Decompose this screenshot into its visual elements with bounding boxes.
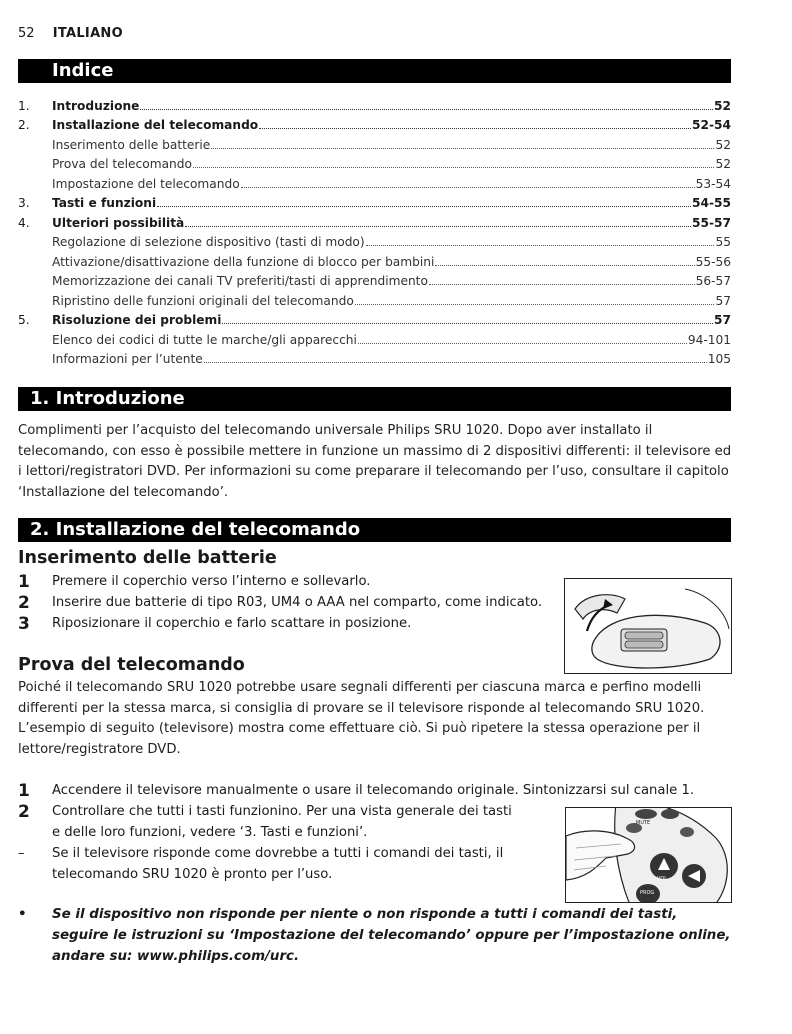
toc-leader-dots <box>193 166 715 168</box>
toc-entry <box>18 132 731 152</box>
battery-step <box>18 614 558 635</box>
toc-entry-title: Installazione del telecomando <box>52 118 259 132</box>
toc-entry-pages: 55-56 <box>695 254 731 269</box>
toc-entry-title: Memorizzazione dei canali TV preferiti/tasti di apprendimento <box>52 274 428 288</box>
step-text: Accendere il televisore manualmente o usare il telecomando originale. Sintonizzarsi sul canale 1. <box>52 783 695 798</box>
introduction-paragraph: Complimenti per l’acquisto del telecomando universale Philips SRU 1020. Dopo aver installato il telecomando, con esso è possibile mettere in funzione un massimo di 2 dispositivi differenti: il televisore ed i lettori/registratori DVD. Per informazioni su come preparare il telecomando per l’uso, consultare il capitolo ‘Installazione del telecomando’. <box>18 423 732 500</box>
test-step <box>18 802 518 843</box>
toc-entry-title: Regolazione di selezione dispositivo (tasti di modo) <box>52 235 365 249</box>
toc-entry-number: 4. <box>18 215 30 230</box>
section1-heading-bar <box>18 387 731 411</box>
index-heading-bar <box>18 59 731 83</box>
toc-entry <box>18 230 731 250</box>
toc-entry-title: Informazioni per l’utente <box>52 352 203 366</box>
toc-entry-title: Elenco dei codici di tutte le marche/gli apparecchi <box>52 332 357 347</box>
toc-entry-pages: 55 <box>715 235 731 249</box>
toc-entry <box>18 308 731 328</box>
index-heading: Indice <box>52 60 114 81</box>
step-number: 1 <box>18 572 30 592</box>
toc-entry <box>18 191 731 211</box>
toc-entry-pages: 52 <box>714 98 731 113</box>
remote-test-illustration <box>565 807 732 903</box>
page-header <box>18 26 123 41</box>
toc-entry-pages: 52 <box>715 137 731 152</box>
toc-entry-title: Inserimento delle batterie <box>52 137 211 152</box>
battery-illustration <box>564 578 732 674</box>
remote-back-drawing <box>565 579 731 673</box>
test-heading: Prova del telecomando <box>18 655 245 675</box>
toc-leader-dots <box>435 264 694 266</box>
toc-entry-number: 3. <box>18 196 30 210</box>
toc-entry-title: Impostazione del telecomando <box>52 176 240 191</box>
step-number: 2 <box>18 802 30 822</box>
toc-leader-dots <box>204 361 707 363</box>
test-paragraph: Poiché il telecomando SRU 1020 potrebbe usare segnali differenti per ciascuna marca e perfino modelli differenti per la stessa marca, si consiglia di provare se il televisore risponde al telecomando SRU 1020. L’esempio di seguito (televisore) mostra come effettuare ciò. Si può ripetere la stessa operazione per il lettore/registratore DVD. <box>18 680 705 757</box>
toc-entry-number: 5. <box>18 313 30 327</box>
toc-entry-pages: 52-54 <box>692 118 731 132</box>
toc-leader-dots <box>185 225 691 227</box>
section2-heading-bar <box>18 518 731 542</box>
toc-entry <box>18 113 731 133</box>
toc-leader-dots <box>157 205 691 207</box>
toc-leader-dots <box>259 127 691 129</box>
toc-entry-pages: 57 <box>715 293 731 308</box>
page-number: 52 <box>18 26 35 41</box>
toc-entry-pages: 53-54 <box>695 176 731 191</box>
toc-entry-pages: 105 <box>707 352 731 366</box>
toc-entry <box>18 152 731 172</box>
test-step <box>18 844 518 885</box>
table-of-contents <box>18 93 731 366</box>
section1-heading: 1. Introduzione <box>30 388 185 409</box>
toc-entry-pages: 94-101 <box>687 332 731 347</box>
language-label: ITALIANO <box>52 26 123 41</box>
step-text: Riposizionare il coperchio e farlo scattare in posizione. <box>52 616 412 631</box>
toc-entry-pages: 54-55 <box>692 196 731 210</box>
toc-entry-title: Prova del telecomando <box>52 157 192 171</box>
toc-entry-title: Introduzione <box>52 98 140 113</box>
step-number: 3 <box>18 614 30 634</box>
vol-label: VOL <box>657 876 668 882</box>
toc-entry-title: Risoluzione dei problemi <box>52 313 222 327</box>
step-text: Se il televisore risponde come dovrebbe a tutti i comandi dei tasti, il telecomando SRU 1020 è pronto per l’uso. <box>52 846 504 882</box>
toc-leader-dots <box>211 147 714 149</box>
toc-entry-pages: 57 <box>714 313 731 327</box>
toc-entry <box>18 171 731 191</box>
toc-entry-pages: 52 <box>715 157 731 171</box>
toc-entry-number: 1. <box>18 98 30 113</box>
toc-entry <box>18 347 731 367</box>
step-dash: – <box>18 846 25 861</box>
step-text: Controllare che tutti i tasti funzionino. Per una vista generale dei tasti e delle loro funzioni, vedere ‘3. Tasti e funzioni’. <box>52 804 512 840</box>
toc-entry-pages: 56-57 <box>695 274 731 288</box>
toc-entry <box>18 327 731 347</box>
note-bullet: • <box>18 907 27 922</box>
step-number: 1 <box>18 781 30 801</box>
toc-leader-dots <box>222 322 713 324</box>
section2-heading: 2. Installazione del telecomando <box>30 519 361 540</box>
toc-leader-dots <box>355 303 715 305</box>
batteries-heading: Inserimento delle batterie <box>18 548 277 568</box>
toc-entry-title: Ripristino delle funzioni originali del telecomando <box>52 293 354 308</box>
note-text: Se il dispositivo non risponde per niente o non risponde a tutti i comandi dei tasti, seguire le istruzioni su ‘Impostazione del telecomando’ oppure per l’impostazione online, andare su: www.philips.com/urc. <box>52 907 731 964</box>
mute-label: MUTE <box>636 820 651 826</box>
prog-label: PROG <box>640 890 655 896</box>
toc-entry <box>18 288 731 308</box>
toc-entry <box>18 93 731 113</box>
toc-leader-dots <box>140 108 713 110</box>
test-step <box>18 781 718 802</box>
toc-entry <box>18 269 731 289</box>
warning-note <box>18 904 734 967</box>
step-number: 2 <box>18 593 30 613</box>
toc-leader-dots <box>429 283 695 285</box>
toc-entry <box>18 210 731 230</box>
toc-leader-dots <box>366 244 715 246</box>
battery-step <box>18 572 558 593</box>
toc-entry-title: Tasti e funzioni <box>52 196 157 210</box>
toc-entry-title: Attivazione/disattivazione della funzione di blocco per bambini <box>52 254 435 269</box>
toc-entry-pages: 55-57 <box>692 215 731 230</box>
toc-entry <box>18 249 731 269</box>
battery-step <box>18 593 558 614</box>
toc-leader-dots <box>358 342 687 344</box>
hand-pressing-remote-drawing <box>566 808 731 902</box>
toc-entry-title: Ulteriori possibilità <box>52 215 185 230</box>
toc-entry-number: 2. <box>18 118 30 132</box>
toc-leader-dots <box>241 186 695 188</box>
step-text: Premere il coperchio verso l’interno e sollevarlo. <box>52 574 371 589</box>
step-text: Inserire due batterie di tipo R03, UM4 o AAA nel comparto, come indicato. <box>52 595 543 610</box>
